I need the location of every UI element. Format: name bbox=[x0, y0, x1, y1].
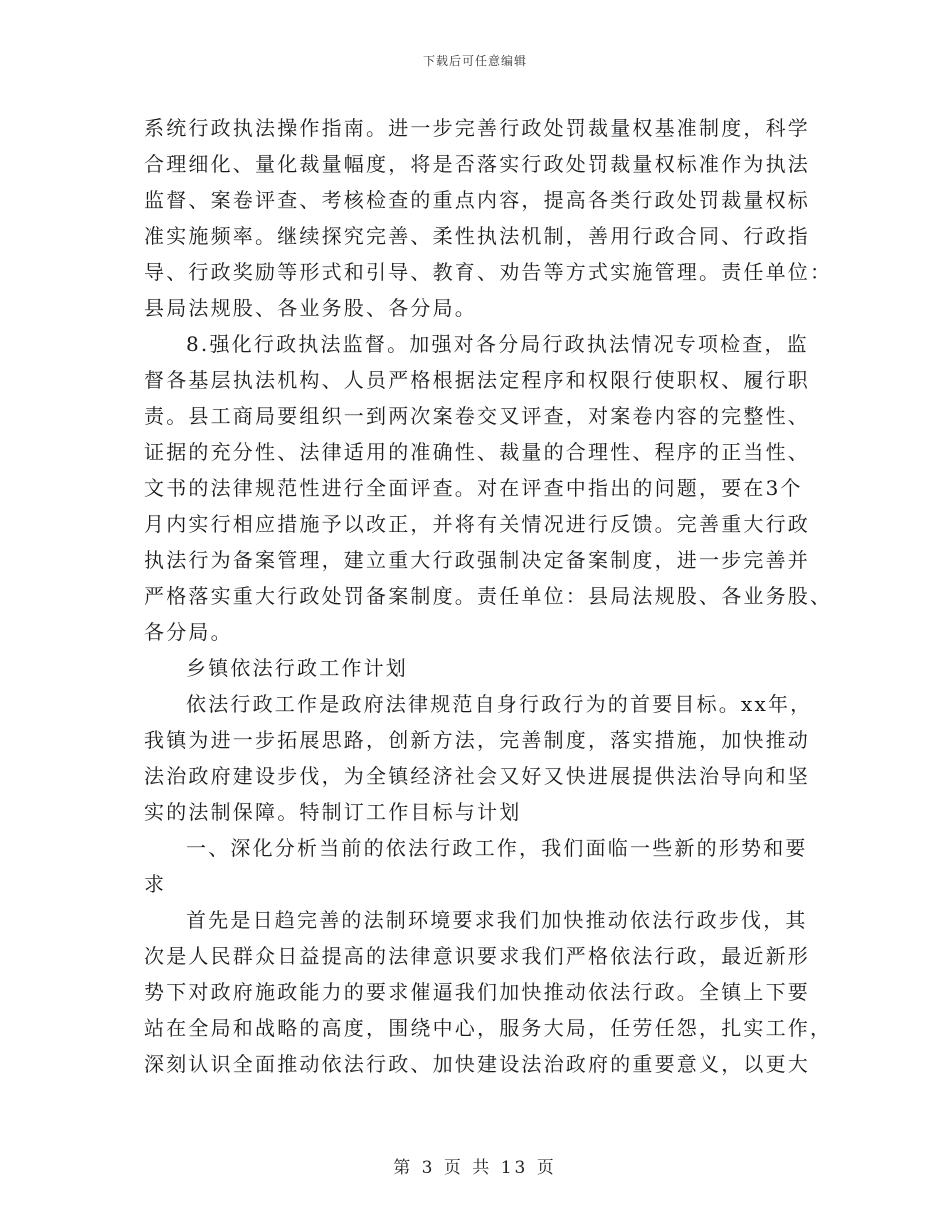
paragraph-start-line: 首先是日趋完善的法制环境要求我们加快推动依法行政步伐，其 bbox=[186, 908, 808, 932]
document-body bbox=[144, 110, 833, 1082]
text-line: 法治政府建设步伐，为全镇经济社会又好又快进展提供法治导向和坚 bbox=[144, 764, 810, 788]
text-line: 月内实行相应措施予以改正，并将有关情况进行反馈。完善重大行政 bbox=[144, 512, 810, 536]
text-line: 文书的法律规范性进行全面评查。对在评查中指出的问题，要在3个 bbox=[144, 476, 803, 500]
text-line: 各分局。 bbox=[144, 620, 233, 644]
text-line: 势下对政府施政能力的要求催逼我们加快推动依法行政。全镇上下要 bbox=[144, 980, 810, 1004]
text-line: 次是人民群众日益提高的法律意识要求我们严格依法行政，最近新形 bbox=[144, 944, 810, 968]
subsection-heading: 一、深化分析当前的依法行政工作，我们面临一些新的形势和要 bbox=[186, 836, 808, 860]
paragraph-start-line: 8.强化行政执法监督。加强对各分局行政执法情况专项检查，监 bbox=[186, 332, 809, 356]
text-line: 证据的充分性、法律适用的准确性、裁量的合理性、程序的正当性、 bbox=[144, 440, 810, 464]
text-line: 站在全局和战略的高度，围绕中心，服务大局，任劳任怨，扎实工作， bbox=[144, 1016, 833, 1040]
paragraph-start-line: 依法行政工作是政府法律规范自身行政行为的首要目标。xx年， bbox=[186, 692, 813, 716]
text-line: 系统行政执法操作指南。进一步完善行政处罚裁量权基准制度，科学 bbox=[144, 116, 810, 140]
text-line: 县局法规股、各业务股、各分局。 bbox=[144, 296, 477, 320]
text-line: 监督、案卷评查、考核检查的重点内容，提高各类行政处罚裁量权标 bbox=[144, 188, 810, 212]
subsection-heading-continued: 求 bbox=[144, 872, 167, 896]
text-line: 责。县工商局要组织一到两次案卷交叉评查，对案卷内容的完整性、 bbox=[144, 404, 810, 428]
section-heading: 乡镇依法行政工作计划 bbox=[186, 656, 408, 680]
text-line: 严格落实重大行政处罚备案制度。责任单位：县局法规股、各业务股、 bbox=[144, 584, 833, 608]
text-line: 执法行为备案管理，建立重大行政强制决定备案制度，进一步完善并 bbox=[144, 548, 810, 572]
text-line: 合理细化、量化裁量幅度，将是否落实行政处罚裁量权标准作为执法 bbox=[144, 152, 810, 176]
page-header: 下载后可任意编辑 bbox=[422, 54, 527, 68]
text-line: 导、行政奖励等形式和引导、教育、劝告等方式实施管理。责任单位： bbox=[144, 260, 833, 284]
text-line: 我镇为进一步拓展思路，创新方法，完善制度，落实措施，加快推动 bbox=[144, 728, 810, 752]
text-line: 实的法制保障。特制订工作目标与计划 bbox=[144, 800, 522, 824]
page-number: 第 3 页 共 13 页 bbox=[393, 1158, 557, 1178]
text-line: 深刻认识全面推动依法行政、加快建设法治政府的重要意义，以更大 bbox=[144, 1052, 810, 1076]
text-line: 准实施频率。继续探究完善、柔性执法机制，善用行政合同、行政指 bbox=[144, 224, 810, 248]
text-line: 督各基层执法机构、人员严格根据法定程序和权限行使职权、履行职 bbox=[144, 368, 810, 392]
